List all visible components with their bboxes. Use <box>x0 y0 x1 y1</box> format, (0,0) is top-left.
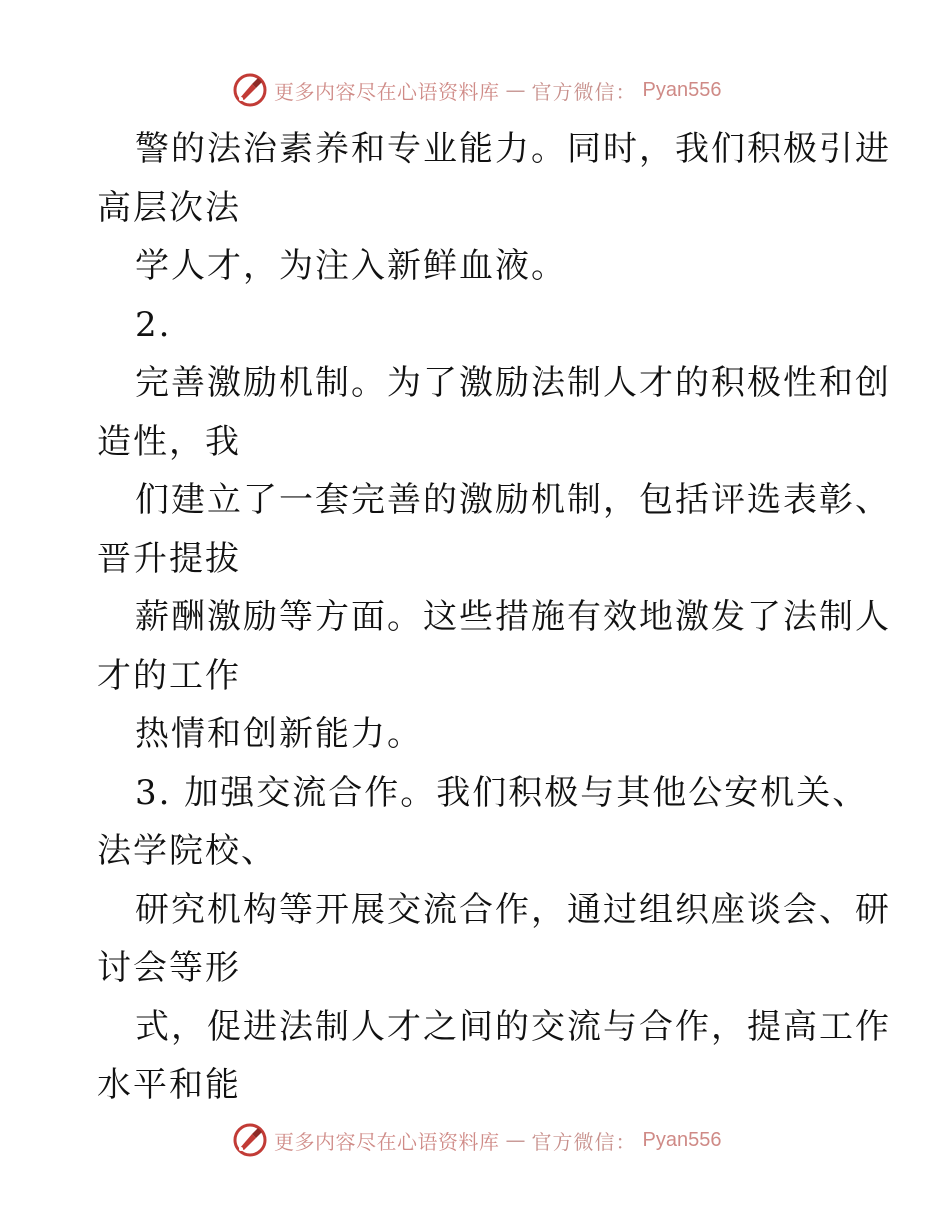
text-line: 3. 加强交流合作。我们积极与其他公安机关、 <box>135 772 869 813</box>
text-line: 造性，我 <box>97 421 241 462</box>
banner-separator: — <box>505 78 526 102</box>
text-line: 学人才，为注入新鲜血液。 <box>135 246 567 286</box>
text-line: 高层次法 <box>97 187 241 228</box>
text-line: 讨会等形 <box>97 948 241 988</box>
text-line: 水平和能 <box>97 1065 241 1105</box>
document-body <box>97 120 891 1115</box>
text-line: 晋升提拔 <box>97 538 241 579</box>
text-line: 式，促进法制人才之间的交流与合作，提高工作 <box>135 1006 891 1047</box>
footer-banner <box>232 1120 721 1160</box>
text-line: 完善激励机制。为了激励法制人才的积极性和创 <box>135 363 891 403</box>
wechat-id: Pyan556 <box>642 78 722 101</box>
pen-logo-icon <box>232 72 268 108</box>
banner-separator: — <box>505 1128 526 1152</box>
wechat-id: Pyan556 <box>642 1128 722 1151</box>
wechat-label: 官方微信： <box>531 79 637 104</box>
text-line: 研究机构等开展交流合作，通过组织座谈会、研 <box>135 889 891 930</box>
text-line: 薪酬激励等方面。这些措施有效地激发了法制人 <box>135 597 891 637</box>
banner-text: 更多内容尽在心语资料库 <box>274 79 500 104</box>
header-banner <box>232 70 721 110</box>
pen-logo-icon <box>232 1122 268 1158</box>
text-line: 们建立了一套完善的激励机制，包括评选表彰、 <box>135 480 891 520</box>
text-line: 2. <box>135 304 172 345</box>
wechat-label: 官方微信： <box>531 1129 637 1154</box>
text-line: 警的法治素养和专业能力。同时，我们积极引进 <box>135 129 891 169</box>
text-line: 才的工作 <box>97 655 241 696</box>
text-line: 热情和创新能力。 <box>135 714 423 754</box>
text-line: 法学院校、 <box>97 831 277 871</box>
banner-text: 更多内容尽在心语资料库 <box>274 1129 500 1154</box>
